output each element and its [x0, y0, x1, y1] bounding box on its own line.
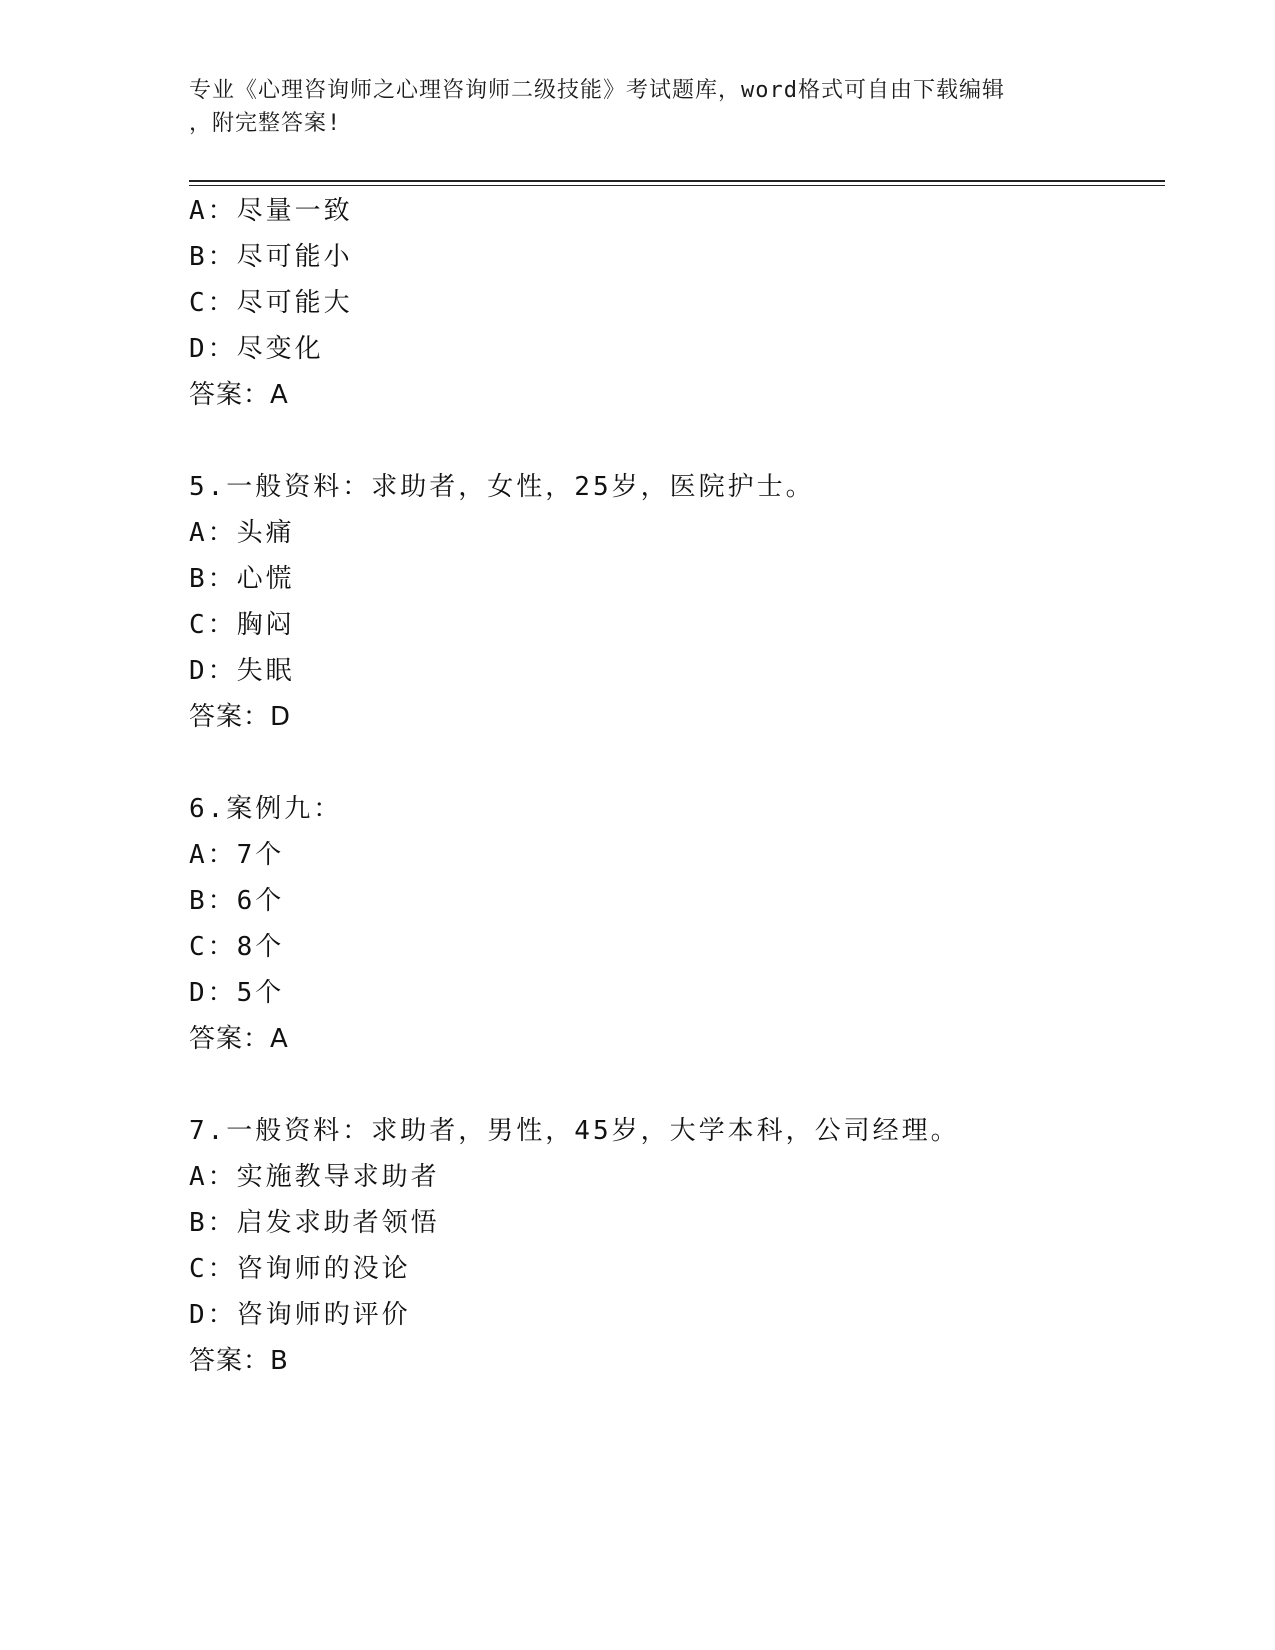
header-rule-thin: [189, 185, 1165, 186]
option-c: C：咨询师的没论: [189, 1254, 411, 1284]
answer-line: 答案：A: [189, 380, 289, 410]
spacer: [189, 1062, 1149, 1108]
option-c: C：尽可能大: [189, 288, 353, 318]
header-rule-thick: [189, 180, 1165, 182]
question-list: [189, 188, 1149, 1384]
option-b: B：6个: [189, 886, 285, 916]
answer-line: 答案：A: [189, 1024, 289, 1054]
option-c: C：胸闷: [189, 610, 295, 640]
header-line-2: ，附完整答案!: [189, 111, 342, 136]
option-a: A：尽量一致: [189, 196, 353, 226]
spacer: [189, 740, 1149, 786]
option-b: B：尽可能小: [189, 242, 353, 272]
option-a: A：7个: [189, 840, 285, 870]
option-d: D：5个: [189, 978, 285, 1008]
option-b: B：启发求助者领悟: [189, 1208, 440, 1238]
question-block-7: [189, 1108, 1149, 1384]
question-block-5: [189, 464, 1149, 740]
option-c: C：8个: [189, 932, 285, 962]
document-header: [189, 74, 1089, 140]
answer-line: 答案：B: [189, 1346, 289, 1376]
question-text: 7.一般资料：求助者，男性，45岁，大学本科，公司经理。: [189, 1116, 960, 1146]
question-text: 6.案例九：: [189, 794, 343, 824]
option-a: A：实施教导求助者: [189, 1162, 440, 1192]
question-text: 5.一般资料：求助者，女性，25岁，医院护士。: [189, 472, 815, 502]
option-d: D：尽变化: [189, 334, 324, 364]
question-block-6: [189, 786, 1149, 1062]
question-block-4: [189, 188, 1149, 418]
option-d: D：咨询师旳评价: [189, 1300, 411, 1330]
answer-line: 答案：D: [189, 702, 292, 732]
header-line-1: 专业《心理咨询师之心理咨询师二级技能》考试题库，word格式可自由下载编辑: [189, 78, 1005, 103]
spacer: [189, 418, 1149, 464]
option-a: A：头痛: [189, 518, 295, 548]
option-b: B：心慌: [189, 564, 295, 594]
option-d: D：失眠: [189, 656, 295, 686]
